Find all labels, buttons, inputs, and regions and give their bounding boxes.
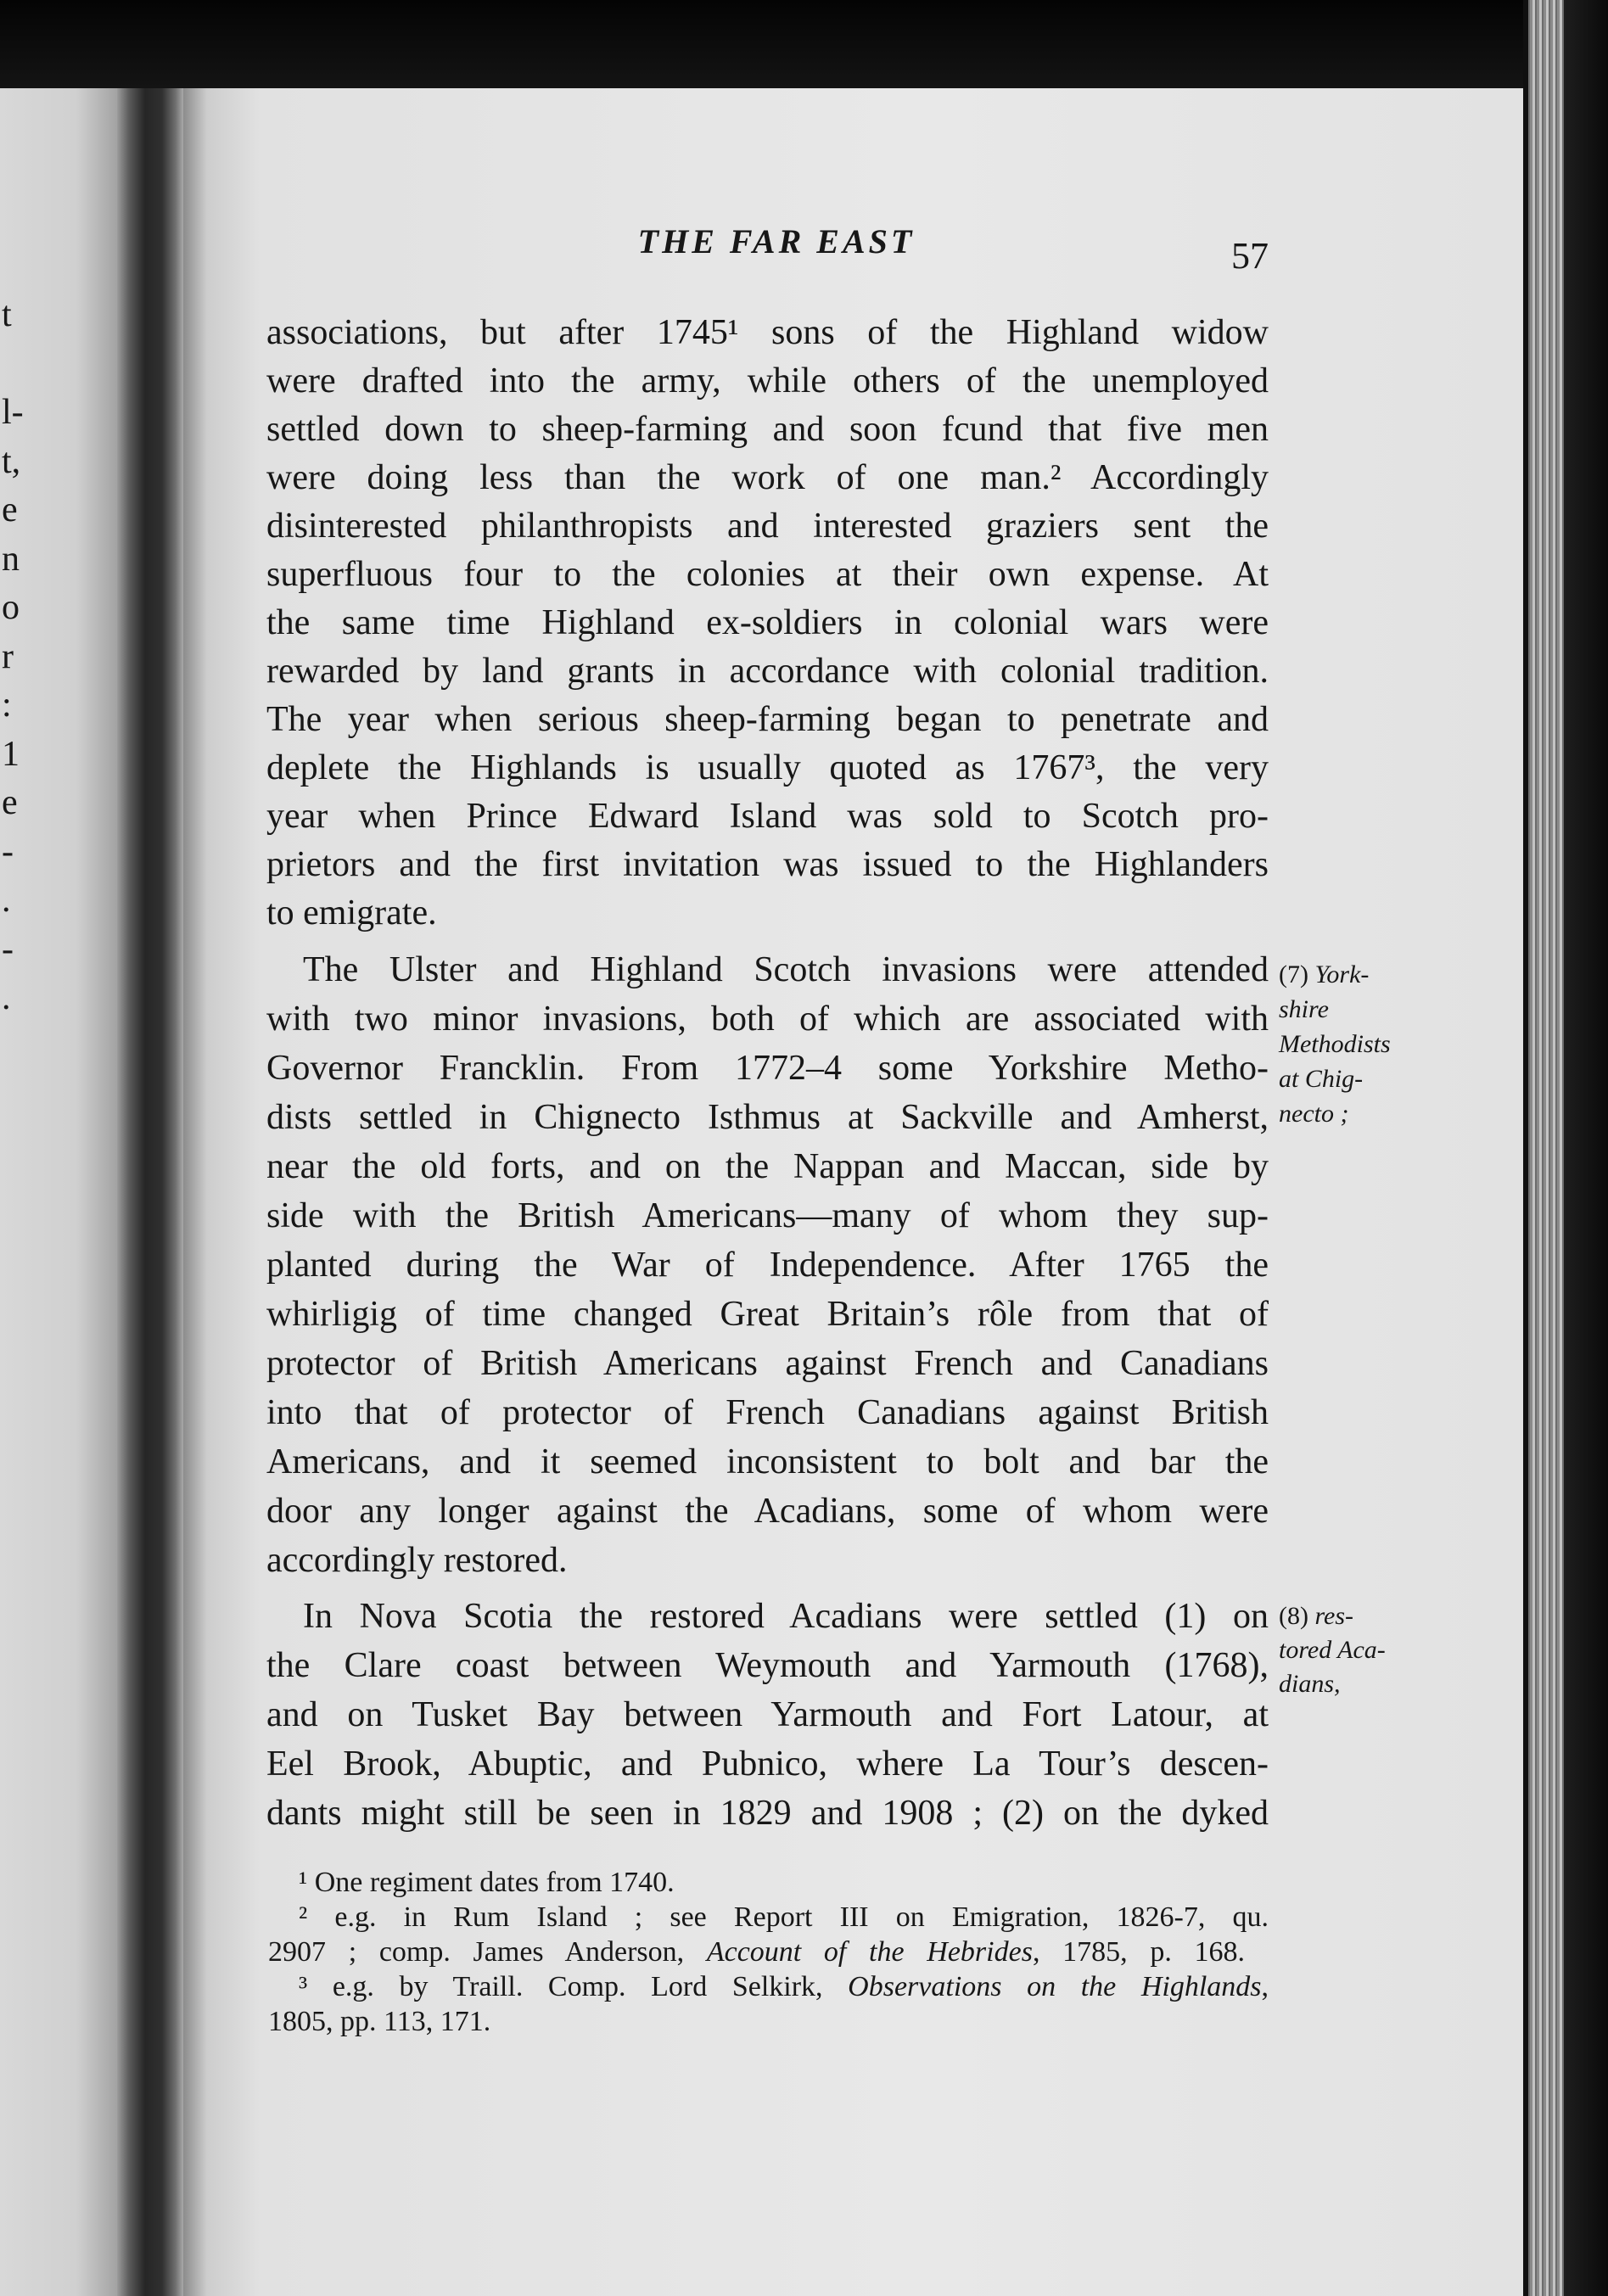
footnote-text: e.g. in Rum Island ; see Report III on Emigration, 1826-7, qu. [334, 1901, 1269, 1933]
text-line: accordingly restored. [266, 1541, 568, 1580]
text-line: dists settled in Chignecto Isthmus at Sackville and Amherst, [266, 1098, 1269, 1137]
footnote-text: One regiment dates from 1740. [314, 1867, 675, 1898]
margin-note [1279, 957, 1391, 1131]
margin-note-line: necto ; [1279, 1100, 1349, 1128]
text-line: the Clare coast between Weymouth and Yarmouth (1768), [266, 1646, 1269, 1685]
facing-page-fragment: r [2, 637, 14, 676]
footnote-line [268, 1935, 1269, 1969]
margin-note-line: shire [1279, 995, 1329, 1023]
margin-note-line: dians, [1279, 1670, 1341, 1698]
page-number: 57 [1231, 235, 1269, 277]
facing-page-fragment: t, [2, 442, 21, 481]
text-line: prietors and the first invitation was issued to the Highlanders [266, 845, 1269, 884]
facing-page-fragment: 1 [2, 735, 20, 774]
text-line: Americans, and it seemed inconsistent to bolt and bar the [266, 1442, 1269, 1481]
footnote-line [268, 1900, 1269, 1935]
facing-page-fragment: . [2, 881, 11, 920]
facing-page-fragment: - [2, 930, 14, 969]
footnote-cited-work: Account of the Hebrides [706, 1936, 1033, 1968]
footnote-marker: ¹ [299, 1867, 308, 1898]
footnote-marker: ³ [299, 1971, 308, 2002]
text-line: to emigrate. [266, 893, 437, 932]
text-line: disinterested philanthropists and interested graziers sent the [266, 507, 1269, 546]
facing-page-edge [0, 88, 117, 2296]
text-line: The year when serious sheep-farming began to penetrate and [266, 700, 1269, 739]
facing-page-fragment: e [2, 783, 18, 822]
text-line: planted during the War of Independence. After 1765 the [266, 1246, 1269, 1285]
footnote-marker: ² [299, 1901, 308, 1933]
facing-page-fragment: - [2, 832, 14, 871]
text-line: near the old forts, and on the Nappan and Maccan, side by [266, 1147, 1269, 1186]
facing-page-fragment: l- [2, 393, 24, 432]
text-line: were doing less than the work of one man.² Accordingly [266, 458, 1269, 497]
footnote-line [268, 1865, 1269, 1900]
text-line: the same time Highland ex-soldiers in colonial wars were [266, 603, 1269, 642]
footnote-text: e.g. by Traill. Comp. Lord Selkirk, [332, 1971, 823, 2002]
book-gutter [117, 88, 183, 2296]
facing-page-fragment: o [2, 588, 20, 627]
text-line: superfluous four to the colonies at their own expense. At [266, 555, 1269, 594]
text-line: were drafted into the army, while others of the unemployed [266, 361, 1269, 400]
text-line: settled down to sheep-farming and soon fcund that five men [266, 410, 1269, 449]
text-line: Eel Brook, Abuptic, and Pubnico, where La Tour’s descen- [266, 1744, 1269, 1784]
paragraph [266, 1592, 1269, 1838]
margin-note-number: (7) [1279, 960, 1308, 988]
text-line: side with the British Americans—many of whom they sup- [266, 1196, 1269, 1235]
footnote-text: , 1785, p. 168. [1032, 1936, 1245, 1968]
facing-page-fragment: n [2, 540, 20, 579]
margin-note-text: res- [1314, 1602, 1354, 1630]
text-line: door any longer against the Acadians, some of whom were [266, 1492, 1269, 1531]
text-line: whirligig of time changed Great Britain’s rôle from that of [266, 1295, 1269, 1334]
text-line: year when Prince Edward Island was sold to Scotch pro- [266, 797, 1269, 836]
facing-page-fragment: : [2, 686, 12, 725]
footnote-line: 1805, pp. 113, 171. [268, 2006, 491, 2037]
margin-note [1279, 1599, 1386, 1701]
text-line: with two minor invasions, both of which are associated with [266, 1000, 1269, 1039]
text-line: In Nova Scotia the restored Acadians were settled (1) on [303, 1597, 1269, 1636]
footnote-text: 2907 ; comp. James Anderson, [268, 1936, 685, 1968]
text-line: The Ulster and Highland Scotch invasions were attended [303, 950, 1269, 989]
margin-note-number: (8) [1279, 1602, 1308, 1630]
margin-note-text: York- [1314, 960, 1370, 988]
text-line: and on Tusket Bay between Yarmouth and Fort Latour, at [266, 1695, 1269, 1734]
margin-note-line: at Chig- [1279, 1065, 1364, 1093]
facing-page-fragment: . [2, 978, 11, 1017]
top-scan-border [0, 0, 1608, 88]
paragraph [266, 309, 1269, 938]
facing-page-fragment: t [2, 295, 12, 334]
page-edges [1523, 0, 1608, 2296]
text-line: deplete the Highlands is usually quoted as 1767³, the very [266, 748, 1269, 787]
running-title: THE FAR EAST [637, 222, 916, 260]
text-line: into that of protector of French Canadians against British [266, 1393, 1269, 1432]
text-line: dants might still be seen in 1829 and 1908 ; (2) on the dyked [266, 1794, 1269, 1833]
margin-note-line: tored Aca- [1279, 1636, 1386, 1664]
text-line: rewarded by land grants in accordance with colonial tradition. [266, 652, 1269, 691]
text-line: protector of British Americans against French and Canadians [266, 1344, 1269, 1383]
paragraph [266, 945, 1269, 1585]
footnotes [268, 1865, 1269, 2039]
text-line: associations, but after 1745¹ sons of the Highland widow [266, 313, 1269, 352]
margin-note-line: Methodists [1279, 1030, 1391, 1058]
facing-page-fragment: e [2, 490, 18, 529]
footnote-text: , [1261, 1971, 1269, 2002]
footnote-cited-work: Observations on the Highlands [848, 1971, 1262, 2002]
text-line: Governor Francklin. From 1772–4 some Yorkshire Metho- [266, 1049, 1269, 1088]
footnote-line [268, 1969, 1269, 2004]
margin-note-line [1279, 1599, 1386, 1633]
margin-note-line [1279, 957, 1391, 992]
